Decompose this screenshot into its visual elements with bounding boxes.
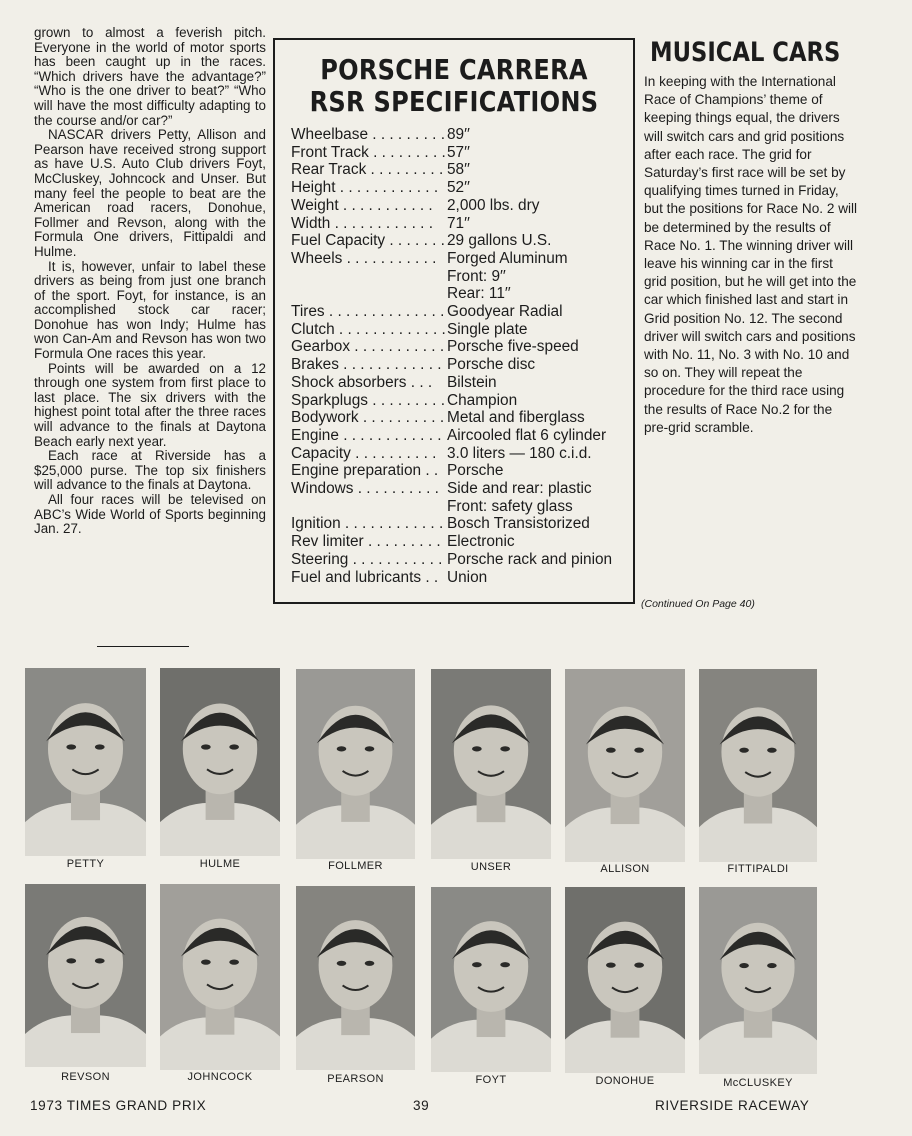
right-sidebar-column [644, 38, 860, 437]
spec-row [291, 480, 631, 498]
spec-label: Gearbox . . . . . . . . . . . [291, 338, 445, 356]
spec-label: Sparkplugs . . . . . . . . . [291, 391, 445, 409]
spec-value: 52′′ [447, 179, 470, 197]
spec-row [291, 533, 631, 551]
spec-title-line: PORSCHE CARRERA [320, 53, 588, 86]
article-paragraph: It is, however, unfair to label these drivers as being from just one branch of the sport. Foyt, for instance, is an accomplished stock car racer; Donohue has won Indy; Hulme has won Can-Am and Revson has won two Formula One races this year. [34, 258, 266, 362]
footer-venue: RIVERSIDE RACEWAY [655, 1098, 810, 1113]
driver-name-caption: HULME [199, 858, 241, 870]
spec-value: Rear: 11′′ [447, 285, 511, 303]
driver-name-caption: FOYT [475, 1074, 507, 1086]
spec-value: 57′′ [447, 143, 470, 161]
driver-photo [431, 887, 551, 1072]
spec-row [291, 144, 631, 162]
spec-label: Rev limiter . . . . . . . . . [291, 533, 441, 551]
spec-label: Front Track . . . . . . . . . [291, 143, 446, 161]
spec-label: Width . . . . . . . . . . . . [291, 214, 433, 232]
driver-photo [296, 669, 415, 859]
spec-label: Weight . . . . . . . . . . . [291, 196, 433, 214]
spec-value: Porsche rack and pinion [447, 550, 613, 568]
spec-row [291, 392, 631, 410]
spec-box [273, 38, 635, 604]
spec-row [291, 445, 631, 463]
article-paragraph: NASCAR drivers Petty, Allison and Pearson have received strong support as have U.S. Auto Club drivers Foyt, McCluskey, Johncock and Unser. But many feel the people to beat are the American road racers, Donohue, Follmer and Revson, along with the Formula One drivers, Fittipaldi and Hulme. [34, 127, 266, 259]
page-number: 39 [413, 1098, 430, 1113]
spec-value: Metal and fiberglass [447, 409, 585, 427]
spec-label: Engine preparation . . [291, 462, 439, 480]
spec-row [291, 250, 631, 268]
article-paragraph: Each race at Riverside has a $25,000 purse. The top six finishers will advance to the finals at Daytona. [34, 448, 266, 493]
spec-row [291, 374, 631, 392]
spec-label: Engine . . . . . . . . . . . . [291, 426, 442, 444]
spec-value: Goodyear Radial [447, 303, 563, 321]
spec-label: Tires . . . . . . . . . . . . . . [291, 303, 445, 321]
spec-value: Porsche [447, 462, 504, 480]
sidebar-title: MUSICAL CARS [650, 37, 841, 68]
spec-row [291, 338, 631, 356]
spec-title-line: RSR SPECIFICATIONS [309, 85, 599, 118]
driver-photo [565, 669, 685, 862]
spec-label: Steering . . . . . . . . . . . [291, 550, 443, 568]
spec-row [291, 215, 631, 233]
driver-photo [25, 668, 146, 856]
driver-photo [160, 884, 280, 1070]
spec-value: 58′′ [447, 161, 470, 179]
article-paragraph: All four races will be televised on ABC’s Wide World of Sports beginning Jan. 27. [34, 492, 266, 537]
spec-row [291, 161, 631, 179]
spec-row [291, 356, 631, 374]
spec-row [291, 515, 631, 533]
spec-label: Capacity . . . . . . . . . . [291, 444, 437, 462]
driver-name-caption: DONOHUE [595, 1075, 655, 1087]
section-divider [97, 646, 189, 647]
spec-value: 89′′ [447, 126, 470, 143]
driver-name-caption: JOHNCOCK [187, 1071, 253, 1083]
spec-value: Front: 9′′ [447, 267, 506, 285]
sidebar-body: In keeping with the International Race of Champions’ theme of keeping things equal, the drivers will switch cars and grid positions after each race. The grid for Saturday’s first race will be set by qualifying times turned in Friday, but the positions for Race No. 2 will be determined by the results of Race No. 1. The winning driver will leave his winning car in the first grid position, but he will get into the car which finished last and start in Grid position No. 12. The second driver will switch cars and positions with No. 11, No. 3 with No. 10 and so on. They will repeat the procedure for the third race using the results of Race No.2 for the pre-grid scramble. [644, 74, 858, 435]
spec-label: Rear Track . . . . . . . . . [291, 161, 444, 179]
driver-name-caption: UNSER [470, 861, 512, 873]
spec-label: Fuel Capacity . . . . . . . [291, 232, 445, 250]
spec-value: Front: safety glass [447, 497, 573, 515]
spec-row [291, 409, 631, 427]
spec-label: Ignition . . . . . . . . . . . . [291, 515, 444, 533]
spec-value: Forged Aluminum [447, 249, 568, 267]
spec-row [291, 285, 631, 303]
driver-name-caption: ALLISON [600, 863, 650, 875]
spec-row [291, 197, 631, 215]
spec-label [291, 498, 447, 516]
spec-label: Fuel and lubricants . . [291, 568, 439, 586]
spec-table [291, 126, 631, 586]
spec-value: Champion [447, 391, 518, 409]
spec-value: Side and rear: plastic [447, 480, 592, 498]
spec-row [291, 126, 631, 144]
spec-row [291, 569, 631, 587]
driver-photo [699, 887, 817, 1074]
driver-photo [431, 669, 551, 859]
spec-label: Bodywork . . . . . . . . . . [291, 409, 445, 427]
spec-label: Brakes . . . . . . . . . . . . [291, 356, 442, 374]
spec-row [291, 427, 631, 445]
spec-label: Height . . . . . . . . . . . . [291, 179, 439, 197]
spec-value: Bosch Transistorized [447, 515, 590, 533]
spec-label: Wheelbase . . . . . . . . . [291, 126, 445, 143]
driver-name-caption: FITTIPALDI [727, 863, 789, 875]
spec-row [291, 551, 631, 569]
spec-label: Clutch . . . . . . . . . . . . . [291, 320, 446, 338]
spec-row [291, 268, 631, 286]
spec-box-title [300, 54, 608, 118]
spec-value: Electronic [447, 533, 515, 551]
spec-value: 29 gallons U.S. [447, 232, 552, 250]
spec-value: Aircooled flat 6 cylinder [447, 426, 607, 444]
spec-value: Single plate [447, 320, 528, 338]
continued-note: (Continued On Page 40) [641, 598, 755, 610]
spec-label: Windows . . . . . . . . . . [291, 480, 439, 498]
spec-value: 71′′ [447, 214, 470, 232]
spec-value: 2,000 lbs. dry [447, 196, 540, 214]
spec-label: Wheels . . . . . . . . . . . [291, 249, 437, 267]
spec-row [291, 498, 631, 516]
driver-photo [565, 887, 685, 1073]
driver-name-caption: REVSON [61, 1071, 110, 1083]
spec-value: Union [447, 568, 488, 586]
driver-name-caption: PEARSON [327, 1073, 384, 1085]
spec-label [291, 268, 447, 286]
left-article-column [34, 26, 266, 537]
spec-value: Bilstein [447, 373, 497, 391]
article-paragraph: Points will be awarded on a 12 through one system from first place to last place. The six drivers with the highest point total after the three races will advance to the finals at Daytona Beach early next year. [34, 360, 266, 449]
driver-photo [296, 886, 415, 1070]
driver-name-caption: PETTY [66, 858, 105, 870]
driver-name-caption: McCLUSKEY [723, 1077, 793, 1089]
driver-name-caption: FOLLMER [328, 860, 383, 872]
spec-row [291, 179, 631, 197]
spec-row [291, 232, 631, 250]
driver-photo [699, 669, 817, 862]
spec-value: Porsche disc [447, 356, 536, 374]
driver-photo [160, 668, 280, 856]
article-paragraph: grown to almost a feverish pitch. Everyone in the world of motor sports has been caught up in the races. “Which drivers have the advantage?” “Who is the one driver to beat?” “Who will have the most difficulty adapting to the course and/or car?” [34, 25, 266, 128]
driver-photo [25, 884, 146, 1067]
spec-label: Shock absorbers . . . [291, 373, 433, 391]
spec-label [291, 285, 447, 303]
footer-publication: 1973 TIMES GRAND PRIX [30, 1098, 207, 1113]
spec-value: Porsche five-speed [447, 338, 579, 356]
spec-row [291, 321, 631, 339]
spec-row [291, 462, 631, 480]
spec-value: 3.0 liters — 180 c.i.d. [447, 444, 592, 462]
spec-row [291, 303, 631, 321]
